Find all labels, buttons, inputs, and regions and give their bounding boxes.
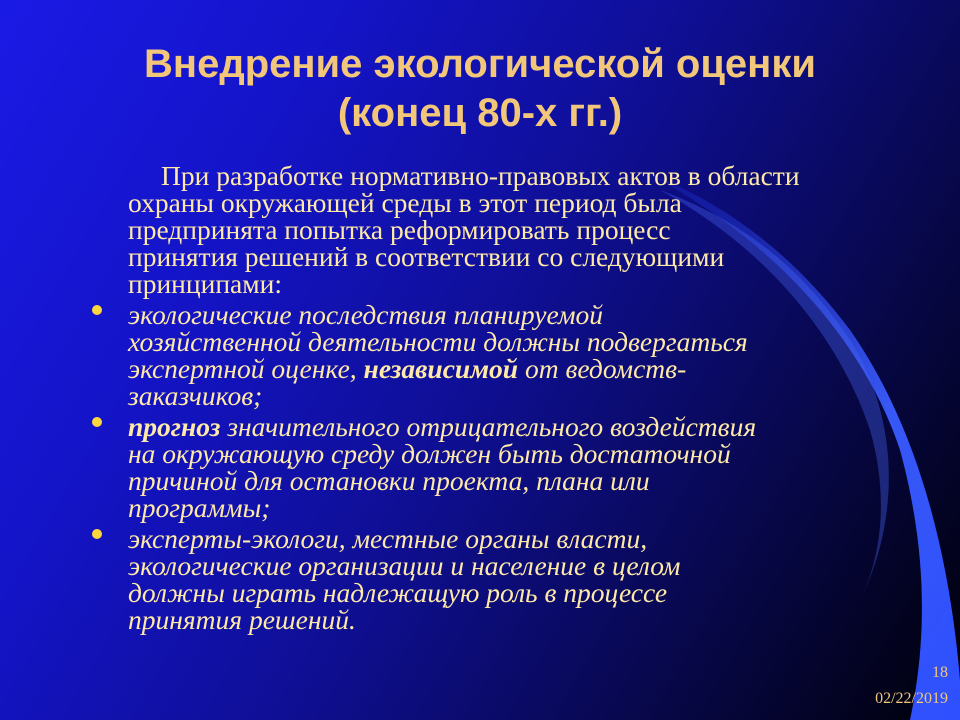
bullet-text: значительного отрицательного воздействия — [220, 411, 757, 442]
bullet-line: на окружающую среду должен быть достаточной — [128, 438, 731, 469]
intro-line: принятия решений в соответствии со следующими — [128, 241, 725, 272]
slide-title — [60, 40, 900, 138]
bullet-line: программы; — [128, 492, 271, 523]
bullet-text: от ведомств- — [518, 353, 687, 384]
bullet-line: принятия решений. — [128, 604, 356, 635]
bullet-dot-icon — [92, 529, 102, 539]
slide-number: 18 — [932, 664, 948, 681]
slide-title-line-1: Внедрение экологической оценки — [144, 42, 816, 86]
bullet-dot-icon — [92, 417, 102, 427]
intro-line: предпринята попытка реформировать процесс — [128, 214, 671, 245]
bullet-line: экологические организации и население в целом — [128, 550, 681, 581]
intro-paragraph — [90, 162, 880, 297]
slide-body — [90, 162, 880, 633]
bullet-line: экологические последствия планируемой — [128, 299, 604, 330]
bullet-line — [128, 413, 880, 440]
bullet-item-1 — [90, 301, 880, 409]
bullet-bold-text: независимой — [363, 353, 519, 384]
intro-line: охраны окружающей среды в этот период была — [128, 187, 682, 218]
bullet-item-3 — [90, 525, 880, 633]
bullet-line — [128, 355, 880, 382]
bullet-line: хозяйственной деятельности должны подвергаться — [128, 326, 748, 357]
bullet-line: причиной для остановки проекта, плана или — [128, 465, 650, 496]
bullet-bold-text: прогноз — [128, 411, 221, 442]
bullet-line: эксперты-экологи, местные органы власти, — [128, 523, 648, 554]
slide-date: 02/22/2019 — [875, 690, 948, 707]
bullet-dot-icon — [92, 305, 102, 315]
bullet-line: должны играть надлежащую роль в процессе — [128, 577, 668, 608]
bullet-item-2 — [90, 413, 880, 521]
bullet-text: экспертной оценке, — [128, 353, 364, 384]
intro-line: При разработке нормативно-правовых актов в области — [161, 160, 800, 191]
bullet-line: заказчиков; — [128, 380, 263, 411]
slide-title-line-2: (конец 80-х гг.) — [337, 91, 623, 135]
intro-line: принципами: — [128, 268, 283, 299]
